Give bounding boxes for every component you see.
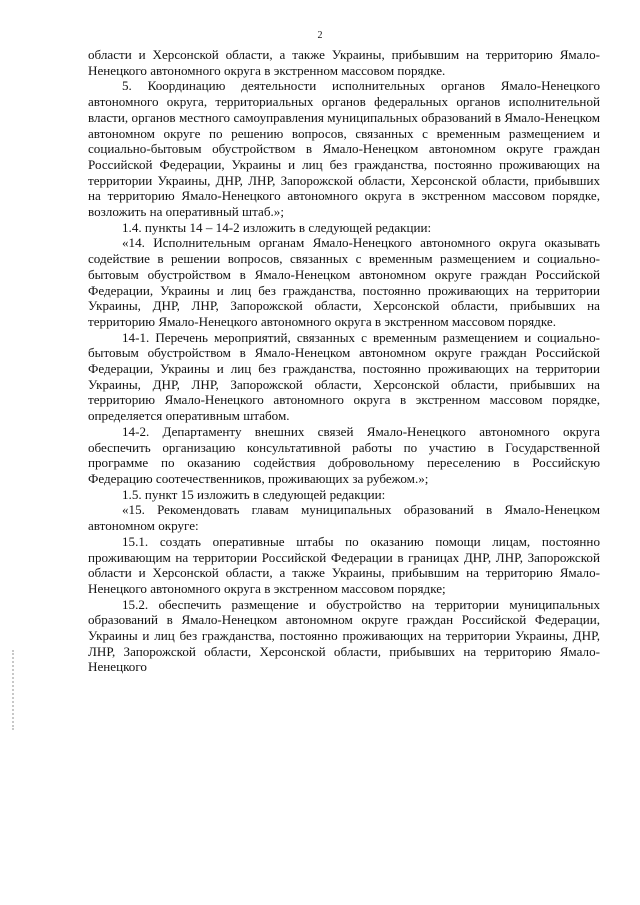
paragraph-1-5: 1.5. пункт 15 изложить в следующей редакции:: [122, 486, 386, 502]
paragraph-item-14-2: 14-2. Департаменту внешних связей Ямало-Ненецкого автономного округа обеспечить организацию консультативной работы по участию в Государственной программе по оказанию содействия добровольному переселению в Российскую Федерацию соотечественников, проживающих за рубежом.»;: [88, 423, 600, 486]
paragraph-item-14-1: 14-1. Перечень мероприятий, связанных с временным размещением и социально-бытовым обустройством в Ямало-Ненецком автономном округе граждан Российской Федерации, Украины и лиц без гражданства, постоянно проживающих на территории Украины, ДНР, ЛНР, Запорожской области, Херсонской области, прибывших на территорию Ямало-Ненецкого автономного округа в экстренном массовом порядке, определяется оперативным штабом.: [88, 329, 600, 424]
scan-margin-marks: [12, 650, 16, 730]
document-body: [88, 47, 600, 675]
paragraph-item-15-1: 15.1. создать оперативные штабы по оказанию помощи лицам, постоянно проживающим на территории Российской Федерации в границах ДНР, ЛНР, Запорожской области и Херсонской области, а также Украины, прибывшим на территорию Ямало-Ненецкого автономного округа в экстренном массовом порядке;: [88, 533, 600, 596]
paragraph-continuation: области и Херсонской области, а также Украины, прибывшим на территорию Ямало-Ненецкого автономного округа в экстренном массовом порядке.: [88, 47, 600, 78]
paragraph-item-15-2: 15.2. обеспечить размещение и обустройство на территории муниципальных образований в Ямало-Ненецком автономном округе граждан Российской Федерации, Украины и лиц без гражданства, постоянно проживающих на территории Украины, ДНР, ЛНР, Запорожской области, Херсонской области, прибывших на территорию Ямало-Ненецкого: [88, 596, 600, 675]
paragraph-item-5: 5. Координацию деятельности исполнительных органов Ямало-Ненецкого автономного округа, территориальных органов федеральных органов исполнительной власти, органов местного самоуправления муниципальных образований в Ямало-Ненецком автономном округе по решению вопросов, связанных с временным размещением и социально-бытовым обустройством в Ямало-Ненецком автономном округе граждан Российской Федерации, Украины и лиц без гражданства, постоянно проживающих на территории Украины, ДНР, ЛНР, Запорожской области, Херсонской области, прибывших на территорию Ямало-Ненецкого автономного округа в экстренном массовом порядке, возложить на оперативный штаб.»;: [88, 78, 600, 220]
paragraph-1-4: 1.4. пункты 14 – 14-2 изложить в следующей редакции:: [122, 219, 432, 235]
paragraph-item-15: «15. Рекомендовать главам муниципальных образований в Ямало-Ненецком автономном округе:: [88, 502, 600, 534]
page-number: 2: [317, 30, 323, 41]
paragraph-item-14: «14. Исполнительным органам Ямало-Ненецкого автономного округа оказывать содействие в решении вопросов, связанных с временным размещением и социально-бытовым обустройством в Ямало-Ненецком автономном округе граждан Российской Федерации, Украины и лиц без гражданства, постоянно проживающих на территории Украины, ДНР, ЛНР, Запорожской области, Херсонской области, прибывших на территорию Ямало-Ненецкого автономного округа в экстренном массовом порядке.: [88, 235, 600, 329]
